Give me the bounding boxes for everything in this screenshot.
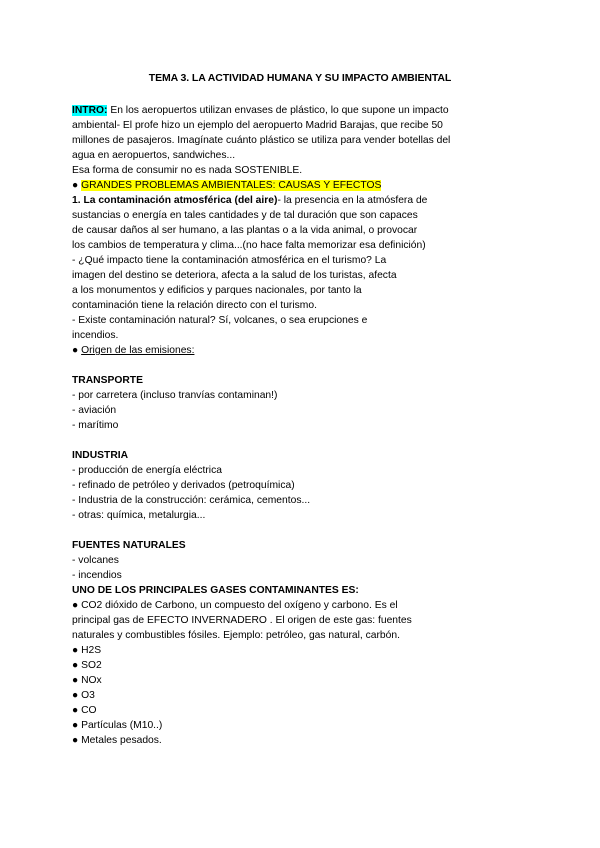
spacer: [72, 358, 542, 373]
bullet-icon: ●: [72, 345, 79, 356]
list-item: ● NOx: [72, 675, 102, 686]
list-item: ● O3: [72, 690, 95, 701]
transporte-heading: TRANSPORTE: [72, 375, 143, 386]
list-item: - volcanes: [72, 555, 119, 566]
list-item: - por carretera (incluso tranvías contaminan!): [72, 390, 278, 401]
list-item: ● H2S: [72, 645, 102, 656]
list-item: - otras: química, metalurgia...: [72, 510, 206, 521]
page-title: TEMA 3. LA ACTIVIDAD HUMANA Y SU IMPACTO AMBIENTAL: [148, 72, 452, 84]
fuentes-heading: FUENTES NATURALES: [72, 540, 186, 551]
intro-label: INTRO:: [72, 105, 108, 116]
origin-heading: ● Origen de las emisiones:: [72, 345, 195, 356]
intro-line-5: Esa forma de consumir no es nada SOSTENIBLE.: [72, 165, 303, 176]
contamination-line-5: - ¿Qué impacto tiene la contaminación atmosférica en el turismo? La: [72, 255, 387, 266]
contamination-line-10: incendios.: [72, 330, 119, 341]
intro-line-1: INTRO: En los aeropuertos utilizan envases de plástico, lo que supone un impacto: [72, 105, 449, 116]
contamination-line-9: - Existe contaminación natural? Sí, volcanes, o sea erupciones e: [72, 315, 368, 326]
spacer: [72, 523, 542, 538]
spacer: [72, 433, 542, 448]
contamination-line-6: imagen del destino se deteriora, afecta a la salud de los turistas, afecta: [72, 270, 397, 281]
list-item: - Industria de la construcción: cerámica, cementos...: [72, 495, 311, 506]
list-item: - marítimo: [72, 420, 119, 431]
list-item: ● Partículas (M10..): [72, 720, 163, 731]
intro-line-3: millones de pasajeros. Imagínate cuánto plástico se utiliza para vender botellas del: [72, 135, 451, 146]
contamination-line-8: contaminación tiene la relación directo con el turismo.: [72, 300, 317, 311]
contamination-line-2: sustancias o energía en tales cantidades y de tal duración que son capaces: [72, 210, 418, 221]
list-item: - refinado de petróleo y derivados (petroquímica): [72, 480, 295, 491]
list-item: - producción de energía eléctrica: [72, 465, 222, 476]
intro-line-4: agua en aeropuertos, sandwiches...: [72, 150, 236, 161]
industria-heading: INDUSTRIA: [72, 450, 129, 461]
contamination-heading: 1. La contaminación atmosférica (del aire): [72, 195, 278, 206]
bullet-icon: ●: [72, 180, 79, 191]
problems-heading: ● GRANDES PROBLEMAS AMBIENTALES: CAUSAS Y EFECTOS: [72, 180, 382, 191]
list-item: ● Metales pesados.: [72, 735, 162, 746]
list-item: ● SO2: [72, 660, 102, 671]
intro-line-2: ambiental- El profe hizo un ejemplo del aeropuerto Madrid Barajas, que recibe 50: [72, 120, 443, 131]
gases-heading: UNO DE LOS PRINCIPALES GASES CONTAMINANTES ES:: [72, 585, 359, 596]
contamination-line-7: a los monumentos y edificios y parques nacionales, por tanto la: [72, 285, 362, 296]
co2-line-1: ● CO2 dióxido de Carbono, un compuesto del oxígeno y carbono. Es el: [72, 600, 398, 611]
list-item: - aviación: [72, 405, 117, 416]
contamination-line-3: de causar daños al ser humano, a las plantas o a la vida animal, o provocar: [72, 225, 418, 236]
co2-line-3: naturales y combustibles fósiles. Ejemplo: petróleo, gas natural, carbón.: [72, 630, 400, 641]
list-item: - incendios: [72, 570, 122, 581]
contamination-line-1: 1. La contaminación atmosférica (del aire)- la presencia en la atmósfera de: [72, 195, 428, 206]
list-item: ● CO: [72, 705, 97, 716]
co2-line-2: principal gas de EFECTO INVERNADERO . El origen de este gas: fuentes: [72, 615, 412, 626]
contamination-line-4: los cambios de temperatura y clima...(no hace falta memorizar esa definición): [72, 240, 426, 251]
document-body: [72, 103, 542, 748]
